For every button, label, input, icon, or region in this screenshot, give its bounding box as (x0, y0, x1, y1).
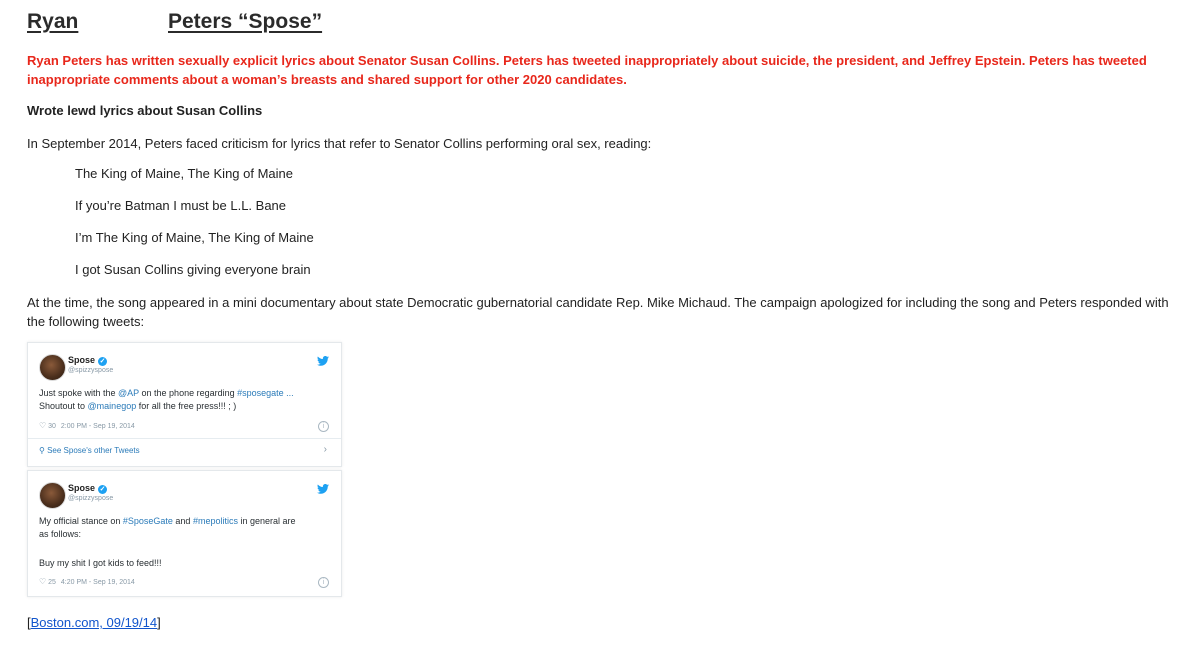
hashtag-link[interactable]: #mepolitics (192, 516, 238, 526)
heart-icon[interactable]: ♡ (39, 577, 47, 586)
hashtag-link[interactable]: #sposegate ... (237, 388, 294, 398)
tweet-text-part: Just spoke with the (39, 388, 119, 398)
page-title (27, 10, 427, 40)
tweet-text-part: in general are (237, 516, 296, 526)
info-icon[interactable]: i (318, 421, 329, 432)
tweet-text-part: on the phone regarding (139, 388, 238, 398)
info-icon[interactable]: i (318, 577, 329, 588)
verified-icon: ✓ (99, 486, 106, 493)
citation-bracket: ] (157, 615, 161, 630)
lyric-line: I’m The King of Maine, The King of Maine (75, 230, 314, 245)
tweet-text (39, 515, 334, 541)
tweet-text-part: and (172, 516, 193, 526)
tweet-handle[interactable]: @spizzyspose (68, 495, 114, 502)
author-name-text: Spose (68, 483, 96, 493)
title-last-name: Peters “Spose” (168, 10, 323, 33)
tweet-text: Buy my shit I got kids to feed!!! (39, 558, 162, 568)
twitter-bird-icon[interactable] (317, 356, 329, 366)
hashtag-link[interactable]: #SposeGate (122, 516, 173, 526)
tweet-text-part: Shoutout to (39, 401, 88, 411)
tweet-timestamp[interactable]: 2:00 PM - Sep 19, 2014 (60, 423, 135, 430)
chevron-right-icon[interactable]: › (323, 444, 327, 455)
context-paragraph: At the time, the song appeared in a mini documentary about state Democratic gubernatorial candidate Rep. Mike Michaud. The campaign apologized for including the song and Peters responded with the following tweets: (27, 295, 1169, 329)
lyric-line: The King of Maine, The King of Maine (75, 166, 293, 181)
avatar (39, 354, 66, 381)
tweet-card[interactable] (27, 342, 342, 467)
tweet-card[interactable] (27, 470, 342, 597)
tweet-handle[interactable]: @spizzyspose (68, 367, 114, 374)
citation-bracket: [ (27, 615, 31, 630)
mention-link[interactable]: @AP (118, 388, 140, 398)
author-name-text: Spose (68, 355, 96, 365)
tweet-meta (39, 577, 135, 586)
divider (28, 438, 341, 439)
intro-paragraph: In September 2014, Peters faced criticism for lyrics that refer to Senator Collins performing oral sex, reading: (27, 136, 652, 151)
section-heading: Wrote lewd lyrics about Susan Collins (27, 103, 263, 118)
verified-icon: ✓ (99, 358, 106, 365)
mention-link[interactable]: @mainegop (87, 401, 137, 411)
avatar (39, 482, 66, 509)
summary-paragraph: Ryan Peters has written sexually explicit lyrics about Senator Susan Collins. Peters has tweeted inappropriately about suicide, the president, and Jeffrey Epstein. Peters has tweeted inappropriate comments about a woman’s breasts and shared support for other 2020 candidates. (27, 53, 1147, 87)
tweet-text-part: as follows: (39, 529, 82, 539)
citation (27, 615, 161, 630)
tweet-text (39, 387, 334, 413)
lyric-line: If you’re Batman I must be L.L. Bane (75, 198, 287, 213)
tweet-meta (39, 421, 135, 430)
citation-link[interactable]: Boston.com, 09/19/14 (30, 615, 158, 630)
lyric-line: I got Susan Collins giving everyone brain (75, 262, 311, 277)
person-icon: ⚲ (39, 446, 45, 455)
see-more-label: See Spose's other Tweets (47, 446, 140, 455)
tweet-author-name[interactable] (68, 355, 107, 366)
tweet-text-part: for all the free press!!! ; ) (136, 401, 237, 411)
tweet-timestamp[interactable]: 4:20 PM - Sep 19, 2014 (60, 579, 135, 586)
title-first-name: Ryan (27, 10, 79, 33)
see-more-tweets-link[interactable] (39, 446, 140, 455)
like-count: 25 (48, 579, 56, 586)
tweet-author-name[interactable] (68, 483, 107, 494)
tweet-text-part: My official stance on (39, 516, 123, 526)
heart-icon[interactable]: ♡ (39, 421, 47, 430)
twitter-bird-icon[interactable] (317, 484, 329, 494)
like-count: 30 (48, 423, 56, 430)
